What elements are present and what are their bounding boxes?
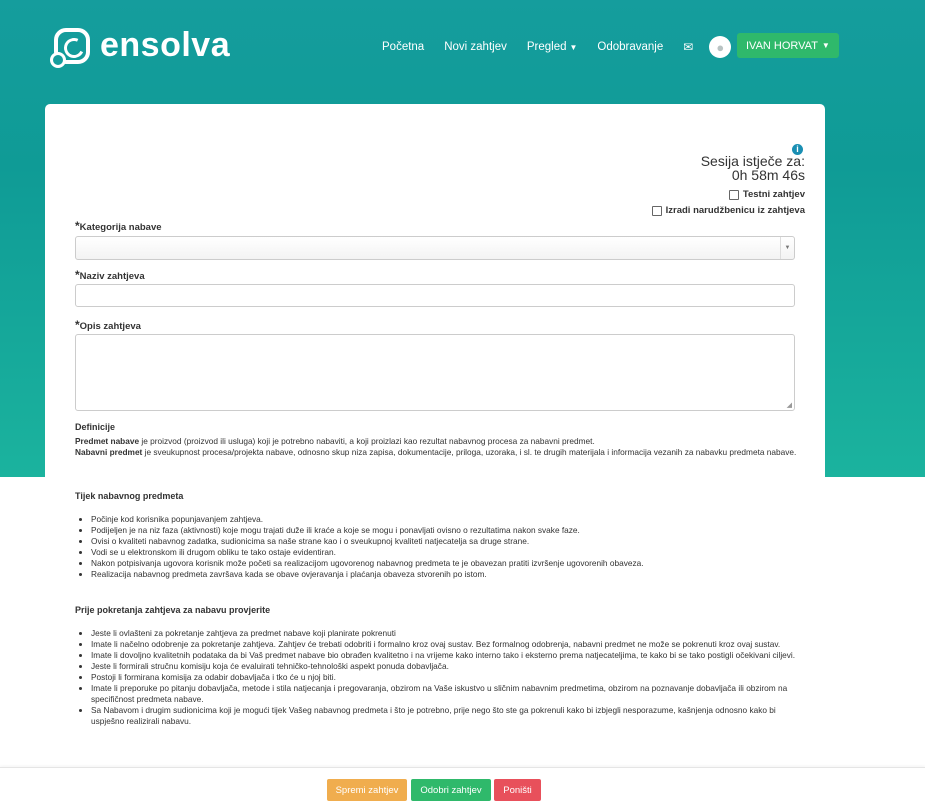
list-item: • Jeste li ovlašteni za pokretanje zahtjeva za predmet nabave koji planirate pokrenuti [91, 628, 797, 639]
nav-pocetna[interactable]: Početna [382, 41, 425, 53]
main-nav [382, 36, 743, 58]
request-form-card [45, 104, 825, 800]
list-item: • Imate li preporuke po pitanju dobavljača, metode i stila natjecanja i pregovaranja, obzirom na Vaše iskustvo u sličnim nabavnim predmetima, obzirom na poznavanje dobavljača ili obzirom na specifičnost predmeta nabave. [91, 683, 797, 705]
chevron-down-icon: ▼ [569, 43, 578, 52]
spremi-zahtjev-button[interactable]: Spremi zahtjev [327, 779, 407, 801]
required-mark: * [75, 219, 80, 233]
checkbox-box[interactable] [652, 206, 662, 216]
provjerite-title: Prije pokretanja zahtjeva za nabavu provjerite [75, 605, 271, 615]
list-item: • Nakon potpisivanja ugovora korisnik može početi sa realizacijom ugovorenog nabavnog predmeta te je obavezan pratiti izvršenje ugovorenih obaveza. [91, 558, 797, 569]
definicija-nabavni-predmet [75, 447, 797, 458]
testni-zahtjev-label: Testni zahtjev [742, 189, 805, 200]
chevron-down-icon: ▼ [821, 41, 830, 50]
brand-logo[interactable] [54, 26, 230, 65]
avatar[interactable]: ● [709, 36, 731, 58]
list-item: • Postoji li formirana komisija za odabir dobavljača i tko će u njoj biti. [91, 672, 797, 683]
list-item: • Jeste li formirali stručnu komisiju koja će evaluirati tehničko-tehnološki aspekt ponuda dobavljača. [91, 661, 797, 672]
list-item: • Sa Nabavom i drugim sudionicima koji je mogući tijek Vašeg nabavnog predmeta i što je potrebno, prije nego što ste ga pokrenuli kako bi izbjegli nesporazume, kašnjenja odnosno kako bi uspješno realizirali nabavu. [91, 705, 797, 727]
list-item: • Podijeljen je na niz faza (aktivnosti) koje mogu trajati duže ili kraće a koje se mogu i ponavljati ovisno o rezultatima nakon svake faze. [91, 525, 797, 536]
testni-zahtjev-checkbox[interactable] [729, 189, 805, 200]
session-time: 0h 58m 46s [731, 167, 805, 183]
session-timer [701, 154, 805, 182]
odobri-zahtjev-button[interactable]: Odobri zahtjev [411, 779, 491, 801]
list-item: • Imate li načelno odobrenje za pokretanje zahtjeva. Zahtjev će trebati odobriti i formalno kroz ovaj sustav. Bez formalnog odobrenja, nabavni predmet ne može se pokrenuti kroz ovaj sustav. [91, 639, 797, 650]
ensolva-logo-icon [54, 28, 90, 64]
action-footer [0, 767, 925, 801]
nav-novi-zahtjev[interactable]: Novi zahtjev [444, 41, 507, 53]
list-item: • Realizacija nabavnog predmeta završava kada se obave ovjeravanja i plaćanja obaveza stvorenih po istom. [91, 569, 797, 580]
naziv-input[interactable] [75, 284, 795, 307]
naziv-label-text: Naziv zahtjeva [79, 271, 145, 282]
tijek-section [75, 491, 797, 580]
ponisti-button[interactable]: Poništi [494, 779, 541, 801]
session-label: Sesija istječe za: [700, 153, 805, 169]
opis-label-text: Opis zahtjeva [79, 321, 141, 332]
list-item: • Ovisi o kvaliteti nabavnog zadatka, sudionicima sa naše strane kao i o sveukupnoj kvaliteti natjecatelja sa druge strane. [91, 536, 797, 547]
izradi-narudzbenicu-label: Izradi narudžbenicu iz zahtjeva [665, 205, 805, 216]
definicije-section [75, 422, 797, 458]
mail-icon[interactable]: ✉ [683, 40, 694, 54]
kategorija-label-text: Kategorija nabave [79, 222, 162, 233]
kategorija-select[interactable] [75, 236, 795, 260]
kategorija-label [75, 219, 162, 233]
definicija-text: je sveukupnost procesa/projekta nabave, odnosno skup niza zapisa, dokumentacije, priloga, uzoraka, i sl. te drugih materijala i informacija vezanih za nabavku predmeta nabave. [142, 447, 797, 457]
provjerite-section [75, 605, 797, 727]
info-icon[interactable]: i [792, 144, 803, 155]
term-predmet-nabave: Predmet nabave [75, 436, 140, 446]
list-item: • Imate li dovoljno kvalitetnih podataka da bi Vaš predmet nabave bio obrađen kvalitetno i na vrijeme kako interno tako i eksterno prema natjecateljima, te kako bi se tako postigli očekivani ciljevi. [91, 650, 797, 661]
nav-pregled-label: Pregled [526, 41, 567, 53]
required-mark: * [75, 268, 80, 282]
select-arrow-icon: ▼ [780, 237, 794, 259]
opis-label [75, 318, 141, 332]
opis-textarea[interactable] [75, 334, 795, 411]
nav-odobravanje[interactable]: Odobravanje [597, 41, 664, 53]
user-name: IVAN HORVAT [746, 39, 818, 52]
nav-pregled[interactable] [527, 41, 578, 53]
tijek-title: Tijek nabavnog predmeta [75, 491, 184, 501]
checkbox-box[interactable] [729, 190, 739, 200]
required-mark: * [75, 318, 80, 332]
term-nabavni-predmet: Nabavni predmet [75, 447, 143, 457]
tijek-list [75, 514, 797, 580]
definicije-title: Definicije [75, 422, 116, 432]
resize-handle-icon[interactable]: ◢ [786, 402, 792, 409]
izradi-narudzbenicu-checkbox[interactable] [652, 205, 805, 216]
naziv-label [75, 268, 145, 282]
provjerite-list [75, 628, 797, 727]
list-item: • Počinje kod korisnika popunjavanjem zahtjeva. [91, 514, 797, 525]
list-item: • Vodi se u elektronskom ili drugom obliku te tako ostaje evidentiran. [91, 547, 797, 558]
definicija-predmet-nabave [75, 436, 797, 447]
brand-name: ensolva [100, 26, 231, 64]
definicija-text: je proizvod (proizvod ili usluga) koji je potrebno nabaviti, a koji proizlazi kao rezultat nabavnog procesa za nabavni predmet. [139, 436, 595, 446]
user-menu-button[interactable] [737, 33, 839, 58]
